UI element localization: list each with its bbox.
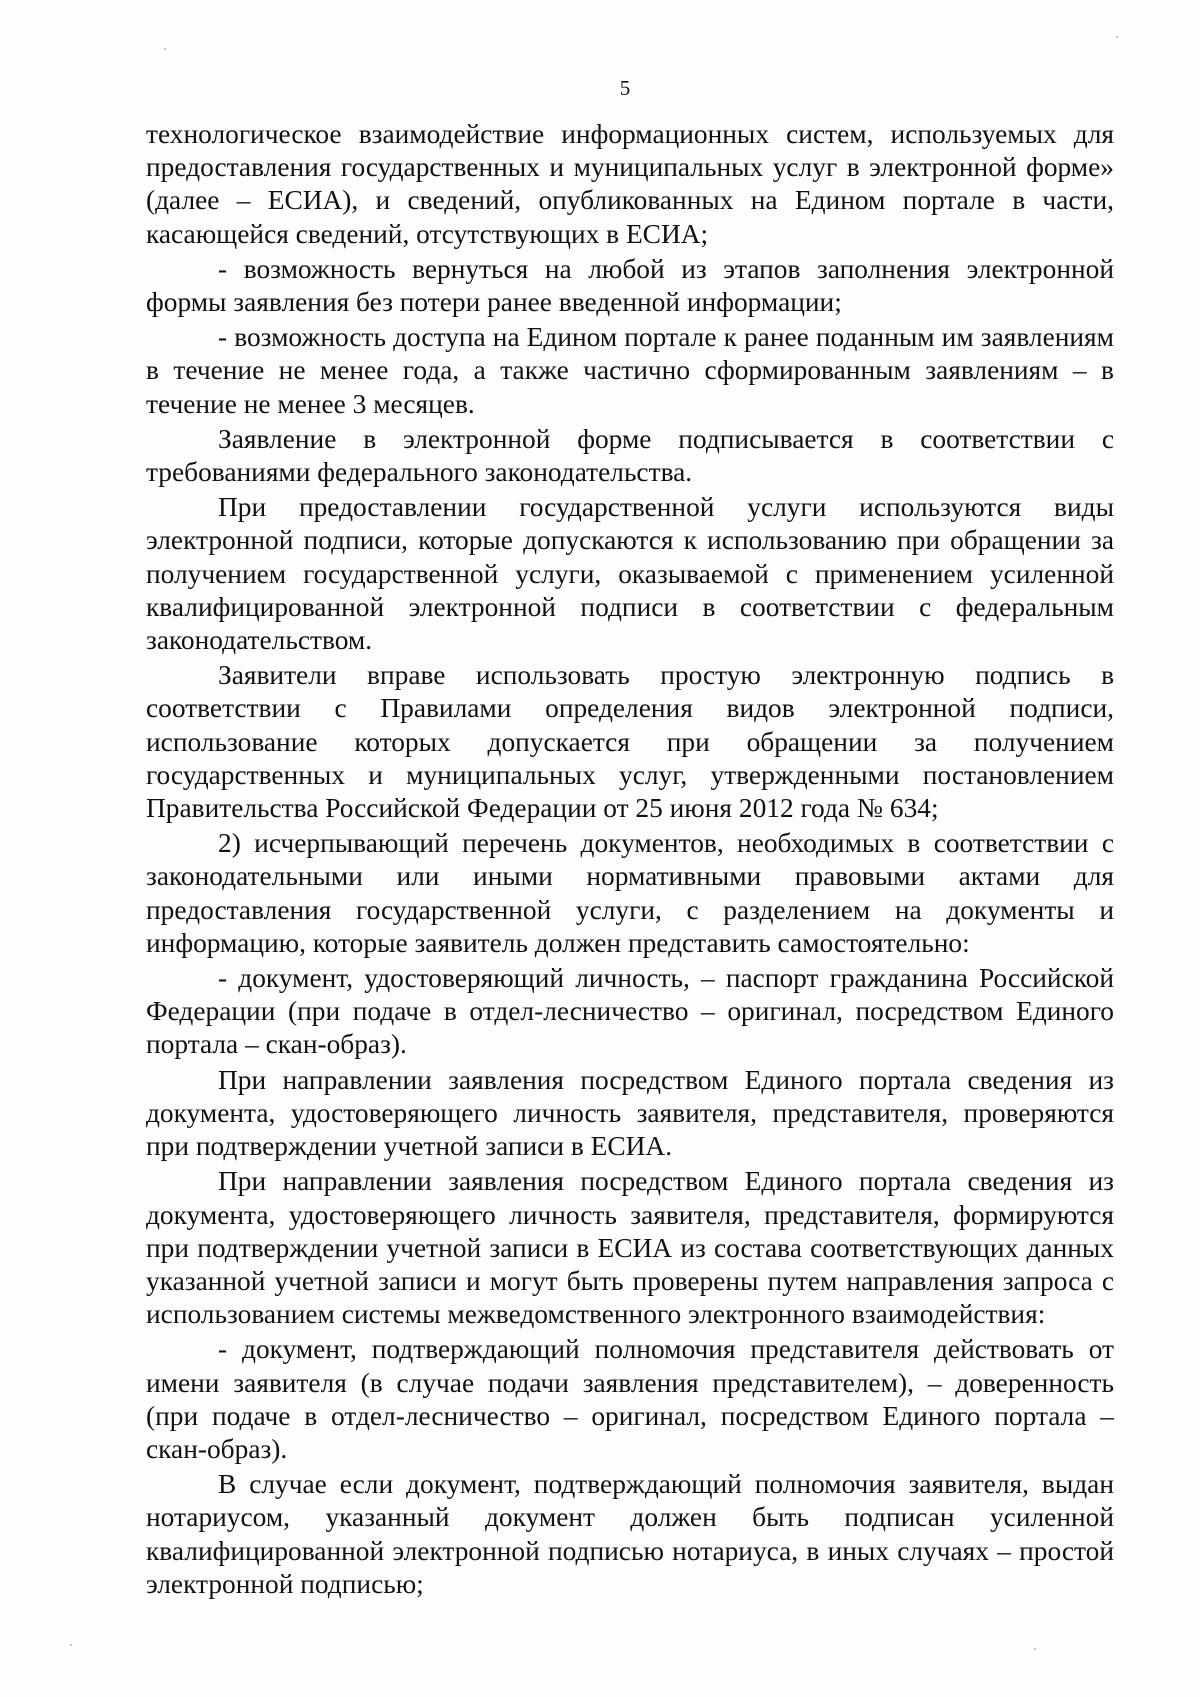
scan-speck	[70, 1644, 72, 1646]
document-body	[146, 118, 1114, 1603]
paragraph: Заявление в электронной форме подписывается в соответствии с требованиями федерального законодательства.	[146, 423, 1114, 488]
paragraph: 2) исчерпывающий перечень документов, необходимых в соответствии с законодательными или иными нормативными правовыми актами для предоставления государственной услуги, с разделением на документы и информацию, которые заявитель должен представить самостоятельно:	[146, 828, 1114, 958]
paragraph: - возможность вернуться на любой из этапов заполнения электронной формы заявления без потери ранее введенной информации;	[146, 253, 1114, 318]
paragraph: технологическое взаимодействие информационных систем, используемых для предоставления государственных и муниципальных услуг в электронной форме» (далее – ЕСИА), и сведений, опубликованных на Едином портале в части, касающейся сведений, отсутствующих в ЕСИА;	[146, 119, 1114, 249]
paragraph: При предоставлении государственной услуги используются виды электронной подписи, которые допускаются к использованию при обращении за получением государственной услуги, оказываемой с применением усиленной квалифицированной электронной подписи в соответствии с федеральным законодательством.	[146, 492, 1114, 656]
paragraph: При направлении заявления посредством Единого портала сведения из документа, удостоверяющего личность заявителя, представителя, проверяются при подтверждении учетной записи в ЕСИА.	[146, 1064, 1114, 1162]
paragraph: - документ, подтверждающий полномочия представителя действовать от имени заявителя (в случае подачи заявления представителем), – доверенность (при подаче в отдел-лесничество – оригинал, посредством Единого портала – скан-образ).	[146, 1334, 1114, 1464]
scan-speck	[1034, 1648, 1036, 1650]
paragraph: В случае если документ, подтверждающий полномочия заявителя, выдан нотариусом, указанный документ должен быть подписан усиленной квалифицированной электронной подписью нотариуса, в иных случаях – простой электронной подписью;	[146, 1469, 1114, 1599]
page-number: 5	[619, 76, 631, 100]
paragraph: При направлении заявления посредством Единого портала сведения из документа, удостоверяющего личность заявителя, представителя, формируются при подтверждении учетной записи в ЕСИА из состава соответствующих данных указанной учетной записи и могут быть проверены путем направления запроса с использованием системы межведомственного электронного взаимодействия:	[146, 1166, 1114, 1330]
paragraph: - возможность доступа на Едином портале к ранее поданным им заявлениям в течение не менее года, а также частично сформированным заявлениям – в течение не менее 3 месяцев.	[146, 322, 1114, 419]
paragraph: - документ, удостоверяющий личность, – паспорт гражданина Российской Федерации (при подаче в отдел-лесничество – оригинал, посредством Единого портала – скан-образ).	[146, 963, 1114, 1060]
paragraph: Заявители вправе использовать простую электронную подпись в соответствии с Правилами определения видов электронной подписи, использование которых допускается при обращении за получением государственных и муниципальных услуг, утвержденными постановлением Правительства Российской Федерации от 25 июня 2012 года № 634;	[146, 660, 1114, 824]
scan-speck	[164, 48, 166, 50]
scan-speck	[1116, 36, 1118, 38]
